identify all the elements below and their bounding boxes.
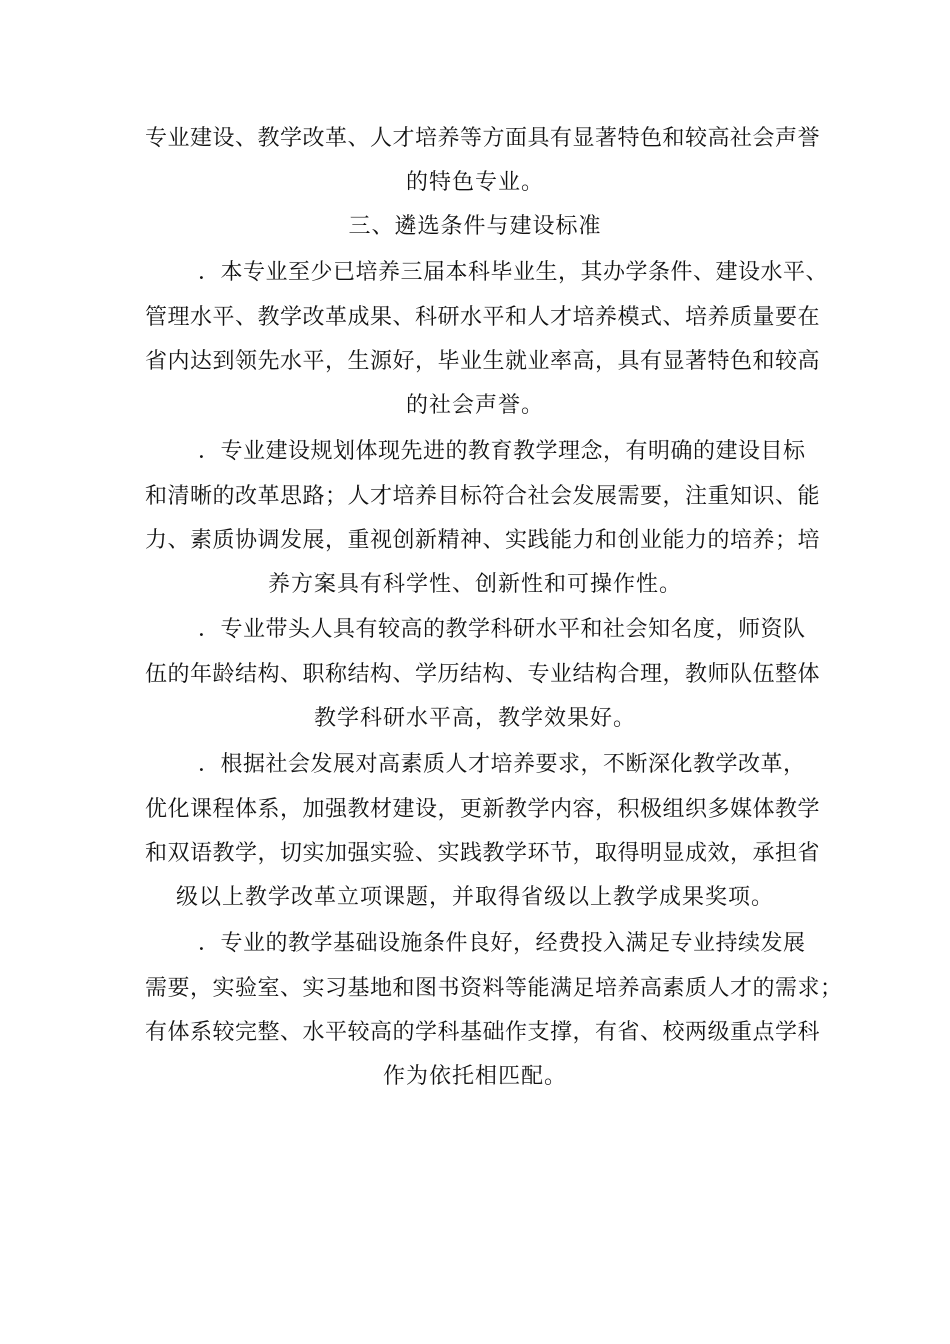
item-3-line-3: 教学科研水平高，教学效果好。 (313, 706, 636, 731)
intro-line-1: 专业建设、教学改革、人才培养等方面具有显著特色和较高社会声誉 (145, 126, 821, 151)
item-4-line-2: 优化课程体系，加强教材建设，更新教学内容，积极组织多媒体教学 (145, 797, 821, 822)
item-1-line-3: 省内达到领先水平，生源好，毕业生就业率高，具有显著特色和较高 (145, 349, 821, 374)
item-2-line-4: 养方案具有科学性、创新性和可操作性。 (267, 572, 682, 597)
item-4-line-3: 和双语教学，切实加强实验、实践教学环节，取得明显成效，承担省 (145, 841, 821, 866)
item-2-line-2: 和清晰的改革思路；人才培养目标符合社会发展需要，注重知识、能 (145, 484, 821, 509)
item-2-line-3: 力、素质协调发展，重视创新精神、实践能力和创业能力的培养；培 (145, 528, 821, 553)
intro-line-2: 的特色专业。 (405, 170, 544, 195)
item-1-line-1: ．本专业至少已培养三届本科毕业生，其办学条件、建设水平、 (198, 260, 829, 285)
item-3-line-1: ．专业带头人具有较高的教学科研水平和社会知名度，师资队 (198, 617, 806, 642)
item-5-line-4: 作为依托相匹配。 (382, 1064, 567, 1089)
item-3-line-2: 伍的年龄结构、职称结构、学历结构、专业结构合理，教师队伍整体 (145, 662, 821, 687)
item-1-line-4: 的社会声誉。 (405, 393, 544, 418)
item-5-line-1: ．专业的教学基础设施条件良好，经费投入满足专业持续发展 (198, 931, 806, 956)
item-2-line-1: ．专业建设规划体现先进的教育教学理念，有明确的建设目标 (198, 439, 806, 464)
item-5-line-2: 需要，实验室、实习基地和图书资料等能满足培养高素质人才的需求； (145, 976, 843, 1001)
item-4-line-4: 级以上教学改革立项课题，并取得省级以上教学成果奖项。 (175, 885, 774, 910)
item-4-line-1: ．根据社会发展对高素质人才培养要求，不断深化教学改革， (198, 752, 806, 777)
item-1-line-2: 管理水平、教学改革成果、科研水平和人才培养模式、培养质量要在 (145, 305, 821, 330)
section-heading: 三、遴选条件与建设标准 (348, 214, 602, 239)
item-5-line-3: 有体系较完整、水平较高的学科基础作支撑，有省、校两级重点学科 (145, 1020, 821, 1045)
